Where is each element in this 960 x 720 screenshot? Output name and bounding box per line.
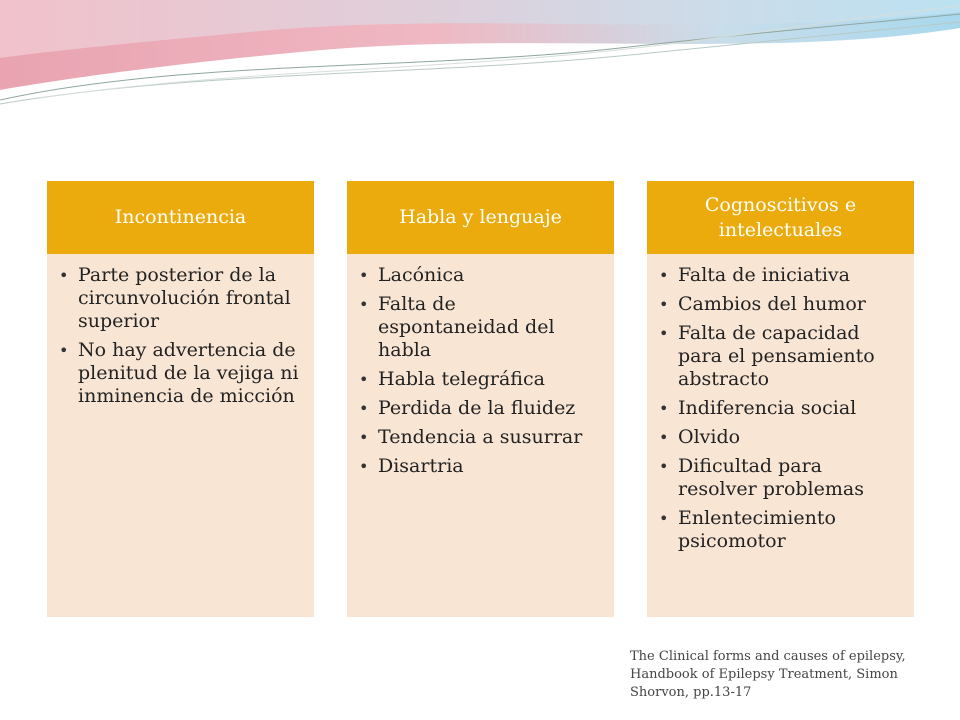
list-item: • Tendencia a susurrar — [359, 426, 602, 449]
citation-line: Shorvon, pp.13-17 — [630, 685, 752, 700]
column-header — [47, 181, 314, 254]
column-cognoscitivos — [647, 181, 914, 617]
list-item: • Disartria — [359, 455, 602, 478]
column-title: Incontinencia — [114, 206, 247, 228]
column-title: Habla y lenguaje — [399, 206, 562, 228]
list-item: • Olvido — [659, 426, 902, 449]
column-body — [647, 254, 914, 617]
list-item: • Indiferencia social — [659, 397, 902, 420]
bullet-list — [59, 264, 302, 408]
bullet-list — [659, 264, 902, 553]
list-item: • Habla telegráfica — [359, 368, 602, 391]
list-item: • Parte posterior de la circunvolución frontal superior — [59, 264, 302, 333]
column-header — [647, 181, 914, 254]
citation — [630, 648, 950, 702]
column-incontinencia — [47, 181, 314, 617]
list-item: • Falta de espontaneidad del habla — [359, 293, 602, 362]
column-body — [47, 254, 314, 617]
list-item: • Falta de capacidad para el pensamiento abstracto — [659, 322, 902, 391]
list-item: • Cambios del humor — [659, 293, 902, 316]
list-item: • Enlentecimiento psicomotor — [659, 507, 902, 553]
citation-line: Handbook of Epilepsy Treatment, Simon — [630, 667, 898, 682]
column-header — [347, 181, 614, 254]
column-title: Cognoscitivos e intelectuales — [704, 193, 857, 241]
list-item: • No hay advertencia de plenitud de la vejiga ni inminencia de micción — [59, 339, 302, 408]
column-habla-lenguaje — [347, 181, 614, 617]
citation-line: The Clinical forms and causes of epilepsy, — [630, 649, 906, 664]
list-item: • Falta de iniciativa — [659, 264, 902, 287]
list-item: • Dificultad para resolver problemas — [659, 455, 902, 501]
list-item: • Lacónica — [359, 264, 602, 287]
bullet-list — [359, 264, 602, 478]
decorative-banner — [0, 0, 960, 110]
column-body — [347, 254, 614, 617]
list-item: • Perdida de la fluidez — [359, 397, 602, 420]
